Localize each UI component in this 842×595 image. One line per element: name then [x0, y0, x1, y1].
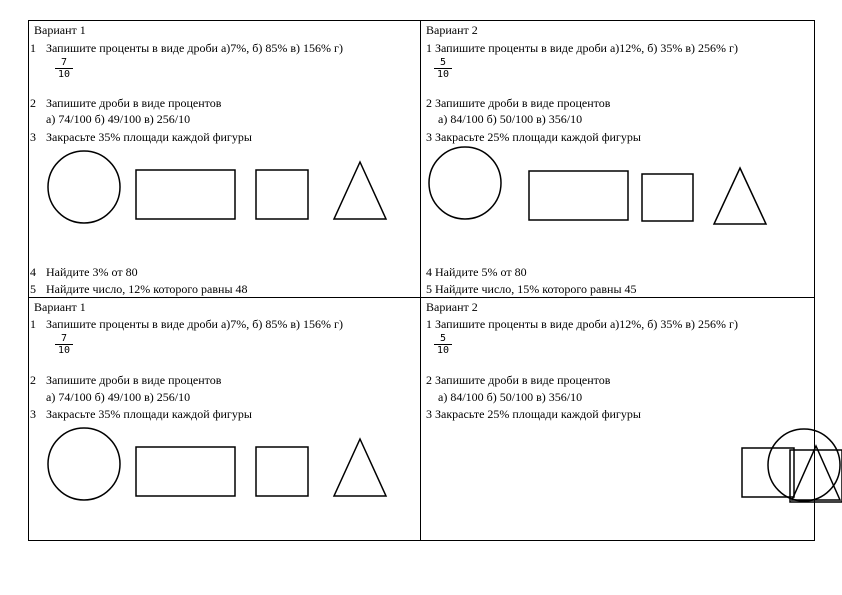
question-number: 1 [30, 41, 36, 55]
fraction-denominator: 10 [436, 69, 450, 80]
fraction-denominator: 10 [57, 345, 71, 356]
square-figure [790, 450, 842, 502]
circle-figure [768, 429, 840, 501]
question-2-items: а) 74/100 б) 49/100 в) 256/10 [46, 112, 191, 126]
circle-figure [48, 151, 120, 223]
question-3: 3 Закрасьте 25% площади каждой фигуры [426, 130, 641, 144]
variant-title: Вариант 2 [426, 23, 478, 37]
question-4: 4 Найдите 5% от 80 [426, 265, 527, 279]
question-3: Закрасьте 35% площади каждой фигуры [46, 407, 252, 421]
question-1: 1 Запишите проценты в виде дроби а)12%, б) 35% в) 256% г) [426, 41, 738, 55]
question-3: 3 Закрасьте 25% площади каждой фигуры [426, 407, 641, 421]
fraction-numerator: 7 [55, 333, 73, 345]
rectangle-figure [742, 448, 794, 497]
question-number: 2 [30, 96, 36, 110]
question-2: 2 Запишите дроби в виде процентов [426, 373, 611, 387]
question-number: 5 [30, 282, 36, 296]
variant-title: Вариант 2 [426, 300, 478, 314]
rectangle-figure [136, 170, 235, 219]
question-5: 5 Найдите число, 15% которого равны 45 [426, 282, 637, 296]
variant-title: Вариант 1 [34, 300, 86, 314]
question-5: Найдите число, 12% которого равны 48 [46, 282, 248, 296]
square-figure [642, 174, 693, 221]
triangle-figure [334, 162, 386, 219]
question-1: Запишите проценты в виде дроби а)7%, б) 85% в) 156% г) [46, 41, 343, 55]
fraction-denominator: 10 [57, 69, 71, 80]
question-number: 4 [30, 265, 36, 279]
question-4: Найдите 3% от 80 [46, 265, 138, 279]
circle-figure [429, 147, 501, 219]
fraction-denominator: 10 [436, 345, 450, 356]
question-2: 2 Запишите дроби в виде процентов [426, 96, 611, 110]
question-2-items: а) 74/100 б) 49/100 в) 256/10 [46, 390, 191, 404]
question-number: 3 [30, 130, 36, 144]
question-2-items: а) 84/100 б) 50/100 в) 356/10 [438, 390, 583, 404]
question-number: 2 [30, 373, 36, 387]
question-number: 3 [30, 407, 36, 421]
fraction-numerator: 5 [434, 333, 452, 345]
question-number: 1 [30, 317, 36, 331]
question-1: Запишите проценты в виде дроби а)7%, б) 85% в) 156% г) [46, 317, 343, 331]
fraction-numerator: 7 [55, 57, 73, 69]
triangle-figure [792, 446, 840, 500]
question-1: 1 Запишите проценты в виде дроби а)12%, б) 35% в) 256% г) [426, 317, 738, 331]
question-2: Запишите дроби в виде процентов [46, 373, 222, 387]
rectangle-figure [529, 171, 628, 220]
square-figure [256, 447, 308, 496]
triangle-figure [714, 168, 766, 224]
question-2: Запишите дроби в виде процентов [46, 96, 222, 110]
variant-title: Вариант 1 [34, 23, 86, 37]
question-2-items: а) 84/100 б) 50/100 в) 356/10 [438, 112, 583, 126]
question-3: Закрасьте 35% площади каждой фигуры [46, 130, 252, 144]
fraction-numerator: 5 [434, 57, 452, 69]
square-figure [256, 170, 308, 219]
circle-figure [48, 428, 120, 500]
triangle-figure [334, 439, 386, 496]
rectangle-figure [136, 447, 235, 496]
